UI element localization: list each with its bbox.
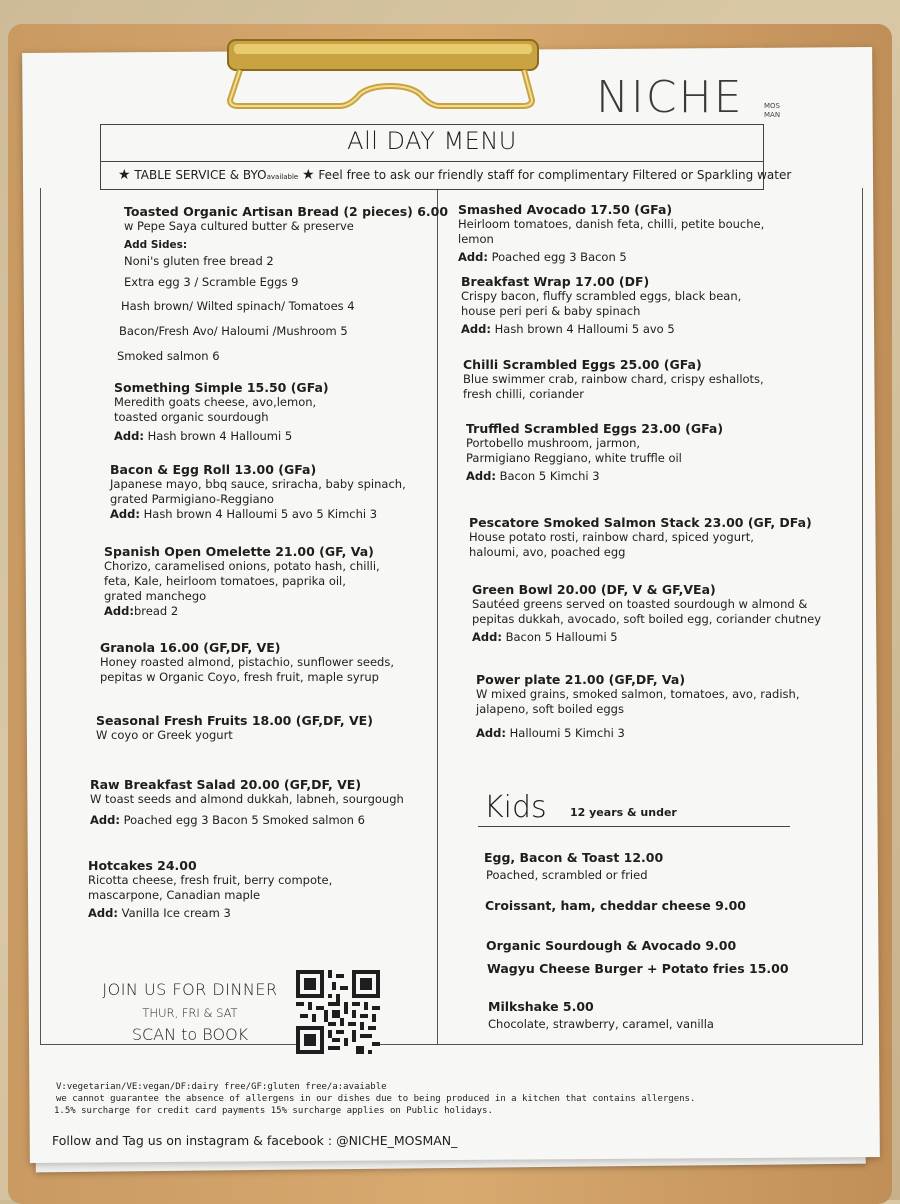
add-sides-label: Add Sides: [124,239,188,251]
side-item: Extra egg 3 / Scramble Eggs 9 [124,275,299,289]
menu-item-breakfast-wrap: Breakfast Wrap 17.00 (DF) Crispy bacon, fluffy scrambled eggs, black bean, house peri peri & baby spinach Add: Hash brown 4 Halloumi 5 avo 5 [461,274,742,336]
kids-item-milkshake: Milkshake 5.00 Chocolate, strawberry, caramel, vanilla [488,999,714,1031]
menu-item-chilli-scrambled-eggs: Chilli Scrambled Eggs 25.00 (GFa) Blue swimmer crab, rainbow chard, crispy eshallots, fresh chilli, coriander [463,357,764,401]
side-item: Hash brown/ Wilted spinach/ Tomatoes 4 [121,299,355,313]
menu-item-hotcakes: Hotcakes 24.00 Ricotta cheese, fresh fruit, berry compote, mascarpone, Canadian maple Add: Vanilla Ice cream 3 [88,858,333,920]
logo-wordmark: NICHE [596,72,744,123]
menu-item-spanish-omelette: Spanish Open Omelette 21.00 (GF, Va) Chorizo, caramelised onions, potato hash, chilli, feta, Kale, heirloom tomatoes, paprika oil, grated manchego Add:bread 2 [104,544,380,618]
menu-bottom-border [40,1044,862,1045]
kids-item-wagyu-burger: Wagyu Cheese Burger + Potato fries 15.00 [487,961,789,976]
surcharge-note: 1.5% surcharge for credit card payments 15% surcharge applies on Public holidays. [54,1106,493,1116]
kids-item-sourdough-avocado: Organic Sourdough & Avocado 9.00 [486,938,737,953]
social-follow: Follow and Tag us on instagram & facebook : @NICHE_MOSMAN_ [52,1133,458,1148]
star-icon: ★ [118,167,131,183]
menu-item-toasted-bread: Toasted Organic Artisan Bread (2 pieces) 6.00 w Pepe Saya cultured butter & preserve Add Sides: Noni's gluten free bread 2 Extra egg 3 / Scramble Eggs 9 Hash brown/ Wilted spinach/ Tomatoes 4 Bacon/Fresh Avo/ Haloumi /Mushroom 5 Smoked salmon 6 [117,204,449,363]
logo-subtitle: MOS MAN [764,102,781,119]
left-border [40,188,41,1045]
side-item: Smoked salmon 6 [117,349,220,363]
side-item: Bacon/Fresh Avo/ Haloumi /Mushroom 5 [119,324,348,338]
brand-logo [596,72,796,126]
diet-legend: V:vegetarian/VE:vegan/DF:dairy free/GF:gluten free/a:avaiable [56,1082,387,1092]
qr-code-icon[interactable] [296,970,380,1054]
water-note: Feel free to ask our friendly staff for complimentary Filtered or Sparkling water [318,168,792,182]
service-banner [118,167,791,183]
kids-item-egg-bacon-toast: Egg, Bacon & Toast 12.00 Poached, scrambled or fried [484,850,664,882]
clipboard-clip [220,30,540,110]
menu-title: All DAY MENU [347,127,517,155]
kids-underline [478,826,790,827]
menu-item-bacon-egg-roll: Bacon & Egg Roll 13.00 (GFa) Japanese mayo, bbq sauce, sriracha, baby spinach, grated Parmigiano-Reggiano Add: Hash brown 4 Halloumi 5 avo 5 Kimchi 3 [110,462,406,521]
allergen-note: we cannot guarantee the absence of allergens in our dishes due to being produced in a kitchen that contains allergens. [56,1094,696,1104]
menu-item-smashed-avocado: Smashed Avocado 17.50 (GFa) Heirloom tomatoes, danish feta, chilli, petite bouche, lemon Add: Poached egg 3 Bacon 5 [458,202,765,264]
service-text: TABLE SERVICE & BYO [134,168,267,182]
menu-item-truffled-scrambled-eggs: Truffled Scrambled Eggs 23.00 (GFa) Portobello mushroom, jarmon, Parmigiano Reggiano, white truffle oil Add: Bacon 5 Kimchi 3 [466,421,724,483]
menu-item-granola: Granola 16.00 (GF,DF, VE) Honey roasted almond, pistachio, sunflower seeds, pepitas w Organic Coyo, fresh fruit, maple syrup [100,640,394,684]
menu-item-power-plate: Power plate 21.00 (GF,DF, Va) W mixed grains, smoked salmon, tomatoes, avo, radish, jalapeno, soft boiled eggs Add: Halloumi 5 Kimchi 3 [476,672,800,740]
kids-item-croissant: Croissant, ham, cheddar cheese 9.00 [485,898,746,913]
star-icon: ★ [302,167,315,183]
menu-item-something-simple: Something Simple 15.50 (GFa) Meredith goats cheese, avo,lemon, toasted organic sourdough Add: Hash brown 4 Halloumi 5 [114,380,329,443]
kids-age-note: 12 years & under [570,806,677,819]
right-border [862,188,863,1045]
menu-item-raw-breakfast-salad: Raw Breakfast Salad 20.00 (GF,DF, VE) W toast seeds and almond dukkah, labneh, sourgough Add: Poached egg 3 Bacon 5 Smoked salmon 6 [90,777,404,827]
menu-item-seasonal-fruits: Seasonal Fresh Fruits 18.00 (GF,DF, VE) W coyo or Greek yogurt [96,713,373,742]
byo-available: available [266,173,299,181]
menu-item-green-bowl: Green Bowl 20.00 (DF, V & GF,VEa) Sautéed greens served on toasted sourdough w almond & pepitas dukkah, avocado, soft boiled egg, coriander chutney Add: Bacon 5 Halloumi 5 [472,582,822,644]
menu-item-pescatore-salmon-stack: Pescatore Smoked Salmon Stack 23.00 (GF, DFa) House potato rosti, rainbow chard, spiced yogurt, haloumi, avo, poached egg [469,515,812,559]
side-item: Noni's gluten free bread 2 [124,254,274,268]
dinner-promo: JOIN US FOR DINNER THUR, FRI & SAT SCAN to BOOK [102,980,278,1044]
header-divider [101,161,763,162]
kids-heading: Kids [484,790,547,825]
